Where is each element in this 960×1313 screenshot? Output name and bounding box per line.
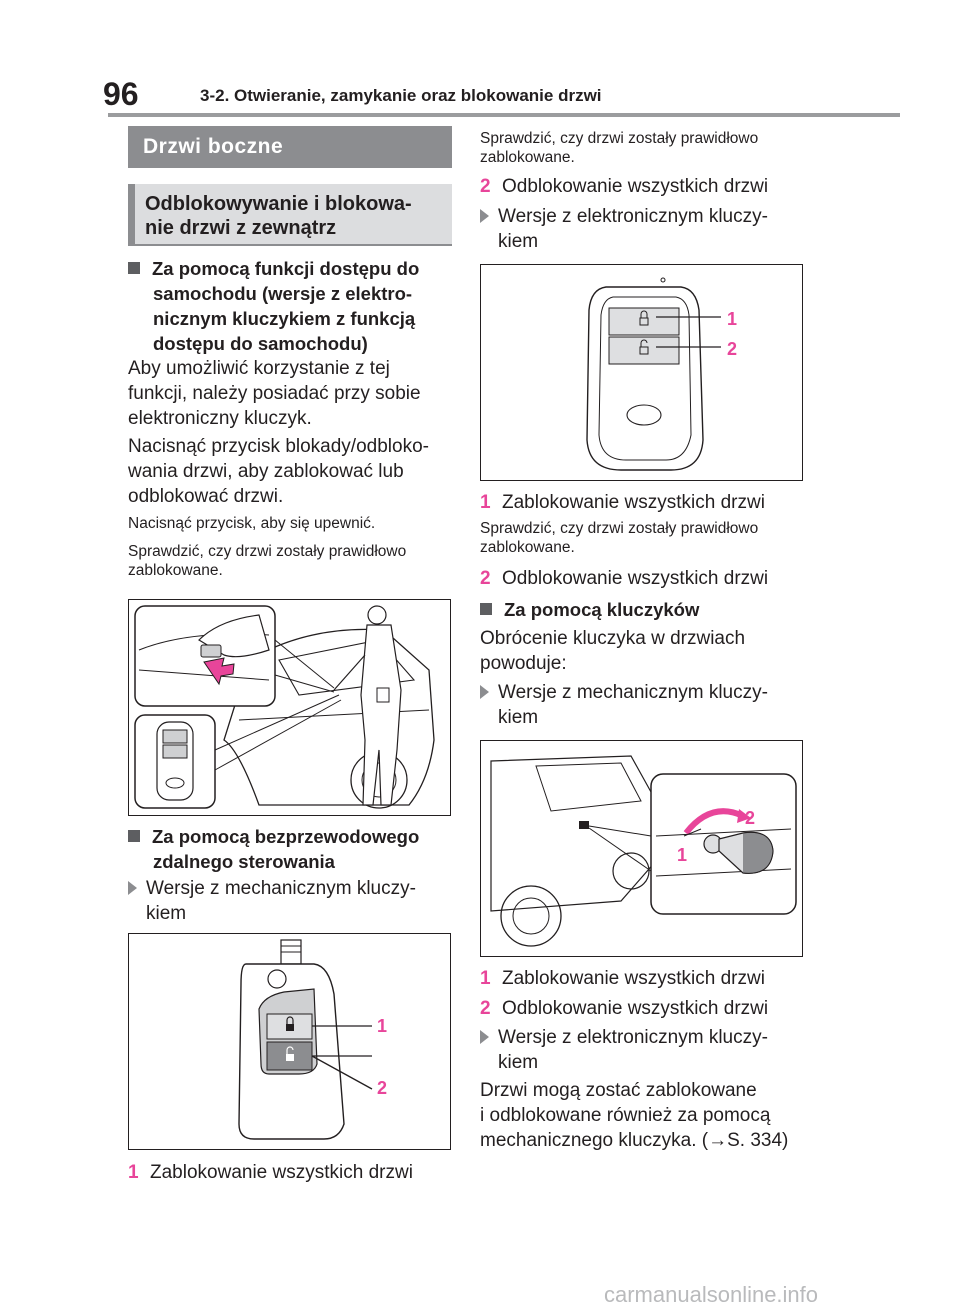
right-note: Sprawdzić, czy drzwi zostały prawidłowo zablokowane. — [480, 130, 759, 166]
header-rule — [108, 113, 900, 117]
callout-1: 1 — [677, 845, 688, 865]
section-title: Drzwi boczne — [128, 126, 452, 168]
bullet-square-icon — [128, 262, 140, 274]
subsection-title — [128, 184, 452, 246]
subsection-title-line: nie drzwi z zewnątrz — [145, 217, 337, 239]
callout-1: 1 — [727, 309, 738, 329]
electronic-item-2: 2 Odblokowanie wszystkich drzwi — [480, 568, 769, 589]
electronic-item-1: 1 Zablokowanie wszystkich drzwi — [480, 492, 765, 513]
remote-illustration — [129, 934, 449, 1148]
key-item-1: 1 Zablokowanie wszystkich drzwi — [480, 968, 765, 989]
arrow-bullet-icon — [480, 685, 489, 699]
arrow-bullet-icon — [480, 209, 489, 223]
subsection-title-line: Odblokowywanie i blokowa- — [145, 193, 412, 215]
callout-2: 2 — [377, 1078, 388, 1098]
chapter-title: 3-2. Otwieranie, zamykanie oraz blokowanie drzwi — [200, 86, 602, 105]
smart-paragraph-1: Aby umożliwić korzystanie z tej funkcji, należy posiadać przy sobie elektroniczny kluczyk. — [128, 358, 421, 429]
key-paragraph: Obrócenie kluczyka w drzwiach powoduje: — [480, 628, 746, 674]
final-paragraph: Drzwi mogą zostać zablokowane i odblokowane również za pomocą mechanicznego kluczyka. (→S. 334) — [480, 1080, 789, 1151]
bullet-square-icon — [480, 603, 492, 615]
remote-item-1: 1 Zablokowanie wszystkich drzwi — [128, 1162, 413, 1183]
electronic-note: Sprawdzić, czy drzwi zostały prawidłowo zablokowane. — [480, 520, 759, 556]
electronic-key-figure — [480, 264, 803, 481]
remote-heading: Za pomocą bezprzewodowego zdalnego sterowania — [128, 824, 458, 874]
right-item-2: 2 Odblokowanie wszystkich drzwi — [480, 176, 769, 197]
key-variant: Wersje z mechanicznym kluczy- kiem — [480, 680, 820, 730]
smart-entry-heading: Za pomocą funkcji dostępu do samochodu (wersje z elektro- nicznym kluczykiem z funkcją dostępu do samochodu) — [128, 256, 458, 356]
key-door-illustration — [481, 741, 801, 955]
watermark: carmanualsonline.info — [604, 1282, 819, 1307]
key-heading: Za pomocą kluczyków — [480, 597, 820, 622]
smart-note-1: Nacisnąć przycisk, aby się upewnić. — [128, 515, 376, 532]
remote-figure — [128, 933, 451, 1150]
callout-2: 2 — [745, 808, 756, 828]
electronic-key-illustration — [481, 265, 801, 479]
electronic-variant: Wersje z elektronicznym kluczy- kiem — [480, 204, 820, 254]
key-item-2: 2 Odblokowanie wszystkich drzwi — [480, 998, 769, 1019]
smart-entry-figure — [128, 599, 451, 816]
smart-note-2: Sprawdzić, czy drzwi zostały prawidłowo zablokowane. — [128, 543, 407, 579]
arrow-bullet-icon — [480, 1030, 489, 1044]
callout-2: 2 — [727, 339, 738, 359]
bullet-square-icon — [128, 830, 140, 842]
remote-variant: Wersje z mechanicznym kluczy- kiem — [128, 876, 458, 926]
key-door-figure — [480, 740, 803, 957]
page-number: 96 — [103, 76, 139, 112]
callout-1: 1 — [377, 1016, 388, 1036]
key-variant-2: Wersje z elektronicznym kluczy- kiem — [480, 1025, 820, 1075]
smart-entry-illustration — [129, 600, 449, 814]
arrow-bullet-icon — [128, 881, 137, 895]
smart-paragraph-2: Nacisnąć przycisk blokady/odbloko- wania drzwi, aby zablokować lub odblokować drzwi. — [128, 436, 429, 507]
